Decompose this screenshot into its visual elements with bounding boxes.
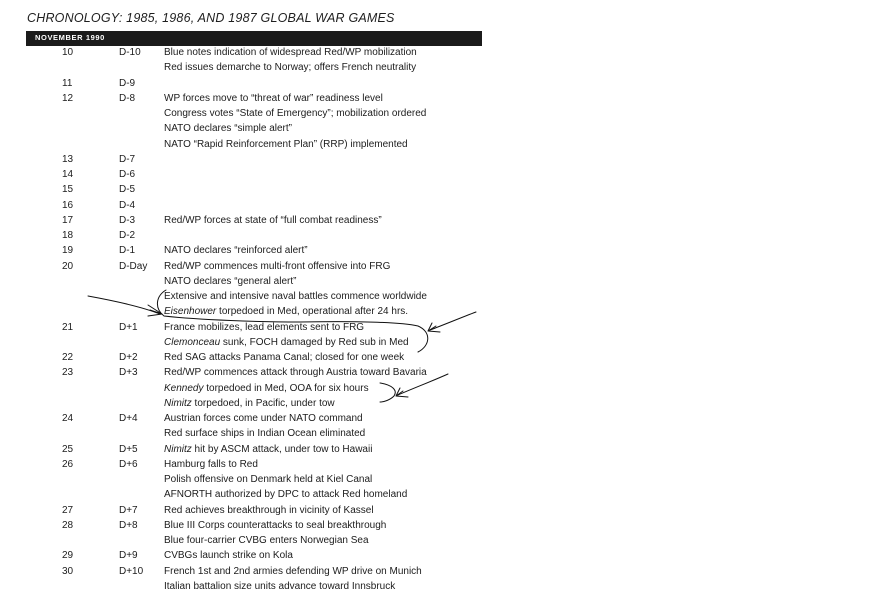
d-day-offset: D+10 xyxy=(119,565,144,577)
day-number: 11 xyxy=(62,77,73,89)
event-text xyxy=(164,62,416,74)
ship-name: Nimitz xyxy=(164,397,192,409)
day-number: 24 xyxy=(62,413,74,424)
d-day-offset: D+8 xyxy=(119,519,138,531)
day-number: 28 xyxy=(62,519,74,531)
event-text xyxy=(164,139,408,151)
event-text xyxy=(164,520,386,532)
d-day-offset: D+7 xyxy=(119,504,138,516)
event-description: Austrian forces come under NATO command xyxy=(164,413,363,424)
ship-name: Clemonceau xyxy=(164,336,221,348)
event-text xyxy=(164,398,335,410)
annotation-arrow-clemonceau xyxy=(430,312,476,330)
ship-name: Kennedy xyxy=(164,382,204,394)
event-description: France mobilizes, lead elements sent to FRG xyxy=(164,321,365,333)
event-text xyxy=(164,123,292,135)
event-text xyxy=(164,306,408,318)
day-number: 26 xyxy=(62,458,74,470)
annotation-arrowhead-eisenhower xyxy=(148,305,162,316)
annotation-bracket-carriers xyxy=(380,383,395,402)
event-text xyxy=(164,474,372,486)
event-text xyxy=(164,489,407,501)
event-text xyxy=(164,93,383,105)
day-number: 10 xyxy=(62,47,74,58)
d-day-offset: D+1 xyxy=(119,321,138,333)
day-number: 20 xyxy=(62,260,74,272)
day-number: 13 xyxy=(62,153,74,165)
annotation-arrow-eisenhower xyxy=(88,296,160,314)
event-text xyxy=(164,337,409,349)
event-description: NATO declares “reinforced alert” xyxy=(164,245,308,257)
event-description: torpedoed, in Pacific, under tow xyxy=(191,397,335,409)
event-text xyxy=(164,261,390,273)
d-day-offset: D+6 xyxy=(119,458,138,470)
d-day-offset: D-6 xyxy=(119,169,136,180)
day-number: 19 xyxy=(62,245,74,257)
event-description: torpedoed in Med, OOA for six hours xyxy=(203,382,369,394)
event-text xyxy=(164,245,308,257)
event-text xyxy=(164,550,293,562)
annotation-arrowhead-clemonceau xyxy=(428,323,440,332)
event-text xyxy=(164,276,296,288)
event-description: NATO declares “simple alert” xyxy=(164,123,292,135)
d-day-offset: D-7 xyxy=(119,153,136,165)
event-description: Blue four-carrier CVBG enters Norwegian Sea xyxy=(164,535,369,546)
d-day-offset: D+3 xyxy=(119,367,138,379)
event-text xyxy=(164,47,417,59)
event-text xyxy=(164,322,364,334)
day-number: 14 xyxy=(62,169,74,180)
d-day-offset: D-3 xyxy=(119,214,136,226)
event-text xyxy=(164,352,404,364)
page-title: CHRONOLOGY: 1985, 1986, AND 1987 GLOBAL WAR GAMES xyxy=(27,11,395,25)
event-description: Red achieves breakthrough in vicinity of Kassel xyxy=(164,504,374,516)
ship-name: Eisenhower xyxy=(164,306,217,318)
event-description: Red/WP commences attack through Austria toward Bavaria xyxy=(164,367,427,379)
event-description: Red issues demarche to Norway; offers French neutrality xyxy=(164,62,417,74)
event-description: NATO declares “general alert” xyxy=(164,275,297,287)
event-text xyxy=(164,413,363,425)
event-text xyxy=(164,566,422,578)
day-number: 25 xyxy=(62,443,74,455)
event-description: French 1st and 2nd armies defending WP drive on Munich xyxy=(164,565,422,577)
day-number: 29 xyxy=(62,550,74,562)
event-description: WP forces move to “threat of war” readiness level xyxy=(164,92,383,104)
event-text xyxy=(164,535,369,547)
d-day-offset: D-4 xyxy=(119,199,136,211)
day-number: 27 xyxy=(62,504,74,516)
day-number: 21 xyxy=(62,321,74,333)
d-day-offset: D+5 xyxy=(119,443,138,455)
event-description: torpedoed in Med, operational after 24 hrs. xyxy=(216,306,409,318)
d-day-offset: D+4 xyxy=(119,413,138,424)
event-text xyxy=(164,581,395,593)
event-text xyxy=(164,428,365,440)
event-description: NATO “Rapid Reinforcement Plan” (RRP) implemented xyxy=(164,138,408,150)
day-number: 30 xyxy=(62,565,74,577)
d-day-offset: D-Day xyxy=(119,260,148,272)
event-text xyxy=(164,367,427,379)
day-number: 17 xyxy=(62,214,74,226)
event-description: sunk, FOCH damaged by Red sub in Med xyxy=(220,336,409,348)
event-description: Red surface ships in Indian Ocean eliminated xyxy=(164,428,366,440)
event-description: Red/WP forces at state of “full combat readiness” xyxy=(164,214,382,226)
d-day-offset: D-2 xyxy=(119,230,136,241)
event-description: CVBGs launch strike on Kola xyxy=(164,550,293,562)
ship-name: Nimitz xyxy=(164,443,192,455)
event-text xyxy=(164,383,369,395)
event-description: Extensive and intensive naval battles commence worldwide xyxy=(164,291,427,302)
d-day-offset: D-10 xyxy=(119,47,141,58)
event-description: Blue III Corps counterattacks to seal breakthrough xyxy=(164,519,387,531)
event-description: Blue notes indication of widespread Red/WP mobilization xyxy=(164,47,417,58)
event-description: hit by ASCM attack, under tow to Hawaii xyxy=(191,443,373,455)
d-day-offset: D+2 xyxy=(119,352,138,363)
event-description: AFNORTH authorized by DPC to attack Red homeland xyxy=(164,489,408,501)
d-day-offset: D+9 xyxy=(119,550,138,562)
event-description: Red SAG attacks Panama Canal; closed for one week xyxy=(164,352,405,363)
d-day-offset: D-5 xyxy=(119,184,136,196)
day-number: 18 xyxy=(62,230,74,241)
event-text xyxy=(164,291,427,303)
month-header-bar xyxy=(26,31,482,46)
event-text xyxy=(164,444,372,456)
day-number: 23 xyxy=(62,367,74,379)
month-label: NOVEMBER 1990 xyxy=(35,33,105,42)
event-text xyxy=(164,108,426,120)
event-description: Red/WP commences multi-front offensive into FRG xyxy=(164,260,391,272)
day-number: 15 xyxy=(62,184,74,196)
event-text xyxy=(164,505,374,517)
d-day-offset: D-9 xyxy=(119,77,136,89)
event-description: Congress votes “State of Emergency”; mobilization ordered xyxy=(164,108,427,119)
event-description: Polish offensive on Denmark held at Kiel Canal xyxy=(164,474,373,485)
day-number: 16 xyxy=(62,199,74,211)
event-text xyxy=(164,459,258,471)
event-description: Italian battalion size units advance toward Innsbruck xyxy=(164,580,396,592)
event-text xyxy=(164,215,382,227)
d-day-offset: D-8 xyxy=(119,92,136,104)
annotation-arrowhead-carriers xyxy=(396,388,408,397)
day-number: 12 xyxy=(62,92,74,104)
event-description: Hamburg falls to Red xyxy=(164,458,258,470)
d-day-offset: D-1 xyxy=(119,245,136,257)
day-number: 22 xyxy=(62,352,74,363)
